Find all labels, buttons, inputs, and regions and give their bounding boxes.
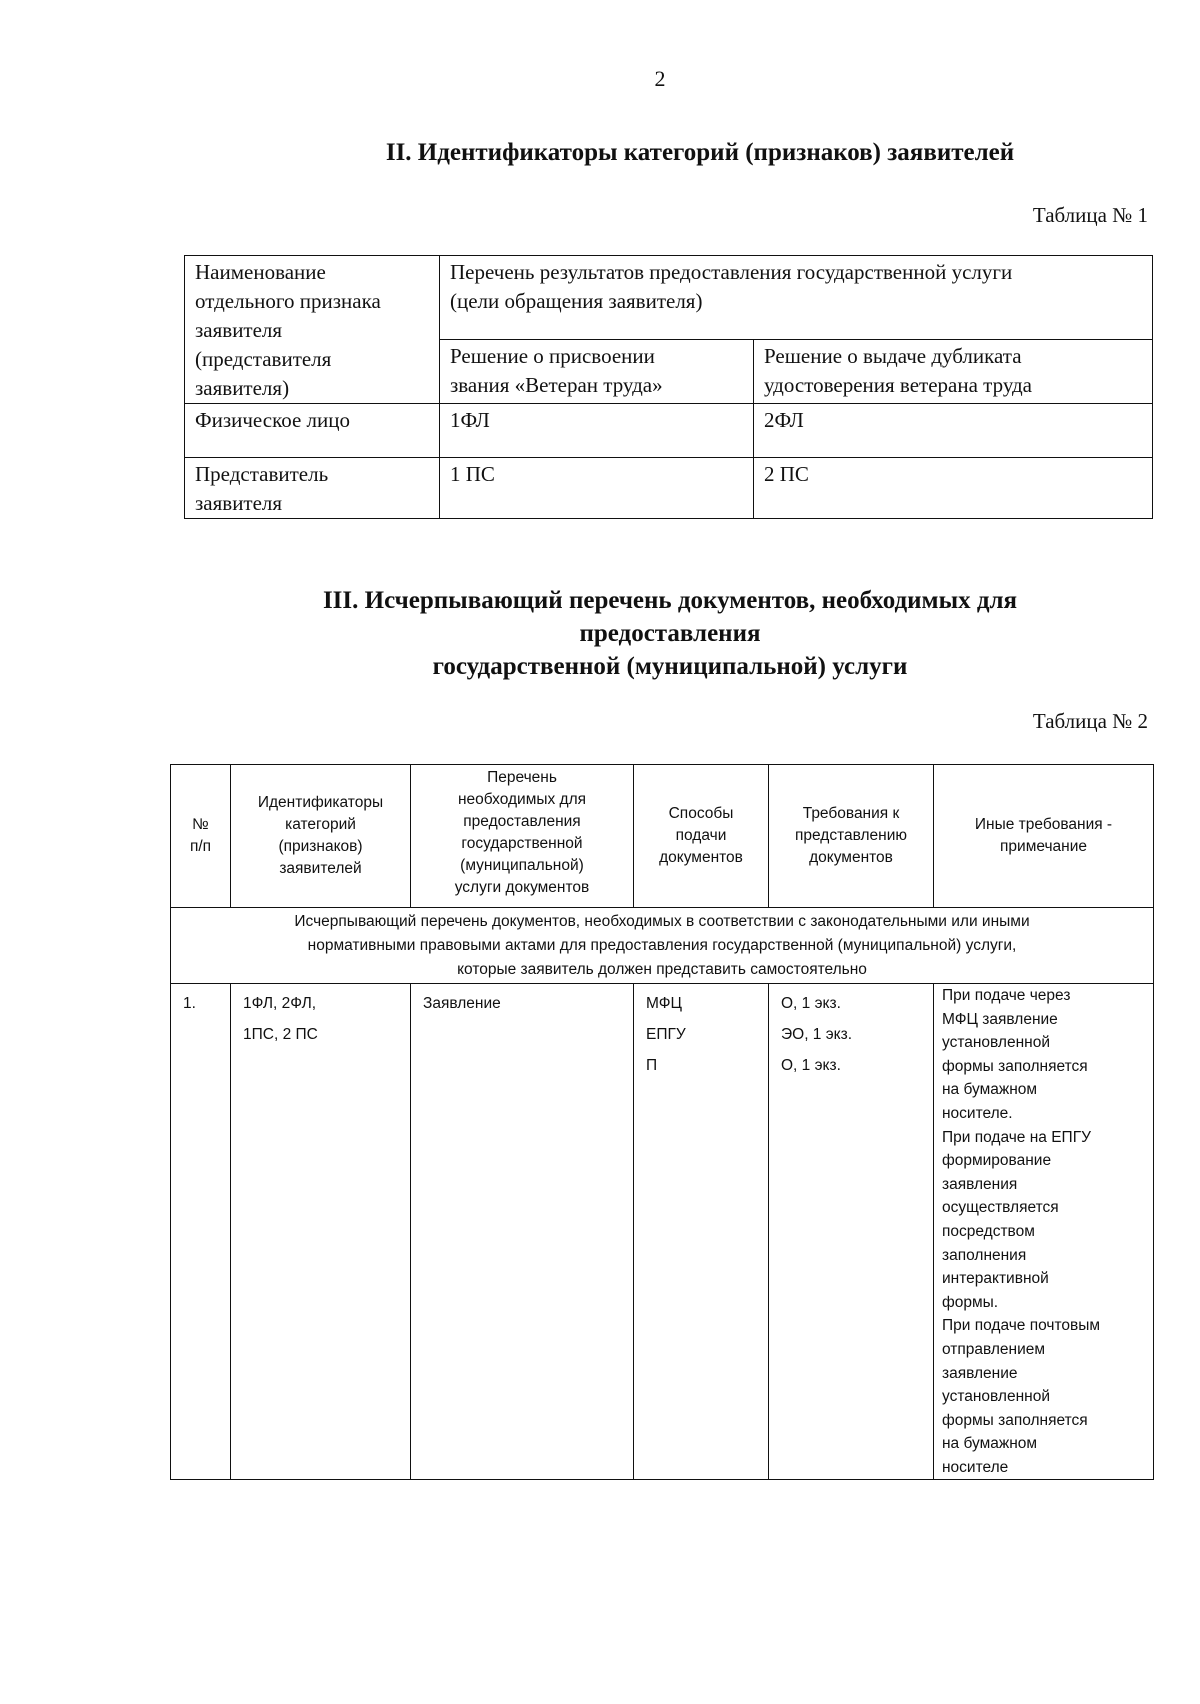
t1-row-result-2: 2 ПС — [754, 458, 1153, 519]
t1-row-name: Представитель заявителя — [185, 458, 440, 519]
t2-subheader: Исчерпывающий перечень документов, необходимых в соответствии с законодательными или иными нормативными правовыми актами для предоставления государственной (муниципальной) услуги, которые заявитель должен представить самостоятельно — [171, 908, 1154, 984]
table-2-subheader-row — [171, 908, 1154, 984]
t1-header-attribute-name: Наименование отдельного признака заявителя (представителя заявителя) — [185, 256, 440, 404]
t2-row-document: Заявление — [411, 984, 634, 1480]
page-number: 2 — [654, 66, 666, 91]
t1-header-result-2: Решение о выдаче дубликата удостоверения ветерана труда — [754, 339, 1153, 403]
t2-row-methods: МФЦ ЕПГУ П — [634, 984, 769, 1480]
t2-row-requirements: О, 1 экз. ЭО, 1 экз. О, 1 экз. — [769, 984, 934, 1480]
t2-header-requirements: Требования к представлению документов — [769, 765, 934, 908]
table-1-caption: Таблица № 1 — [1032, 203, 1148, 227]
section-3-title: III. Исчерпывающий перечень документов, необходимых для предоставления государственной (муниципальной) услуги — [322, 587, 1018, 680]
table-row — [171, 984, 1154, 1480]
table-2-header-row — [171, 765, 1154, 908]
t1-row-result-2: 2ФЛ — [754, 404, 1153, 458]
table-row — [185, 404, 1153, 458]
t1-row-result-1: 1ФЛ — [440, 404, 754, 458]
t2-header-identifiers: Идентификаторы категорий (признаков) заявителей — [231, 765, 411, 908]
table-1-applicant-categories — [184, 255, 1153, 519]
t1-row-name: Физическое лицо — [185, 404, 440, 458]
table-2-documents-list — [170, 764, 1154, 1480]
t2-header-methods: Способы подачи документов — [634, 765, 769, 908]
table-2-caption: Таблица № 2 — [1032, 709, 1148, 733]
t2-header-number: № п/п — [171, 765, 231, 908]
table-row — [185, 458, 1153, 519]
t1-header-result-1: Решение о присвоении звания «Ветеран труда» — [440, 339, 754, 403]
t2-row-note: При подаче через МФЦ заявление установленной формы заполняется на бумажном носителе. При подаче на ЕПГУ формирование заявления осуществляется посредством заполнения интерактивной формы. При подаче почтовым отправлением заявление установленной формы заполняется на бумажном носителе — [934, 984, 1154, 1480]
section-2-title: II. Идентификаторы категорий (признаков) заявителей — [385, 139, 1015, 166]
t2-row-number: 1. — [171, 984, 231, 1480]
t2-header-documents: Перечень необходимых для предоставления государственной (муниципальной) услуги документов — [411, 765, 634, 908]
t2-row-identifiers: 1ФЛ, 2ФЛ, 1ПС, 2 ПС — [231, 984, 411, 1480]
t1-header-results-group: Перечень результатов предоставления государственной услуги (цели обращения заявителя) — [440, 256, 1153, 340]
t2-header-other-requirements: Иные требования - примечание — [934, 765, 1154, 908]
t1-row-result-1: 1 ПС — [440, 458, 754, 519]
table-1-header-row — [185, 256, 1153, 340]
